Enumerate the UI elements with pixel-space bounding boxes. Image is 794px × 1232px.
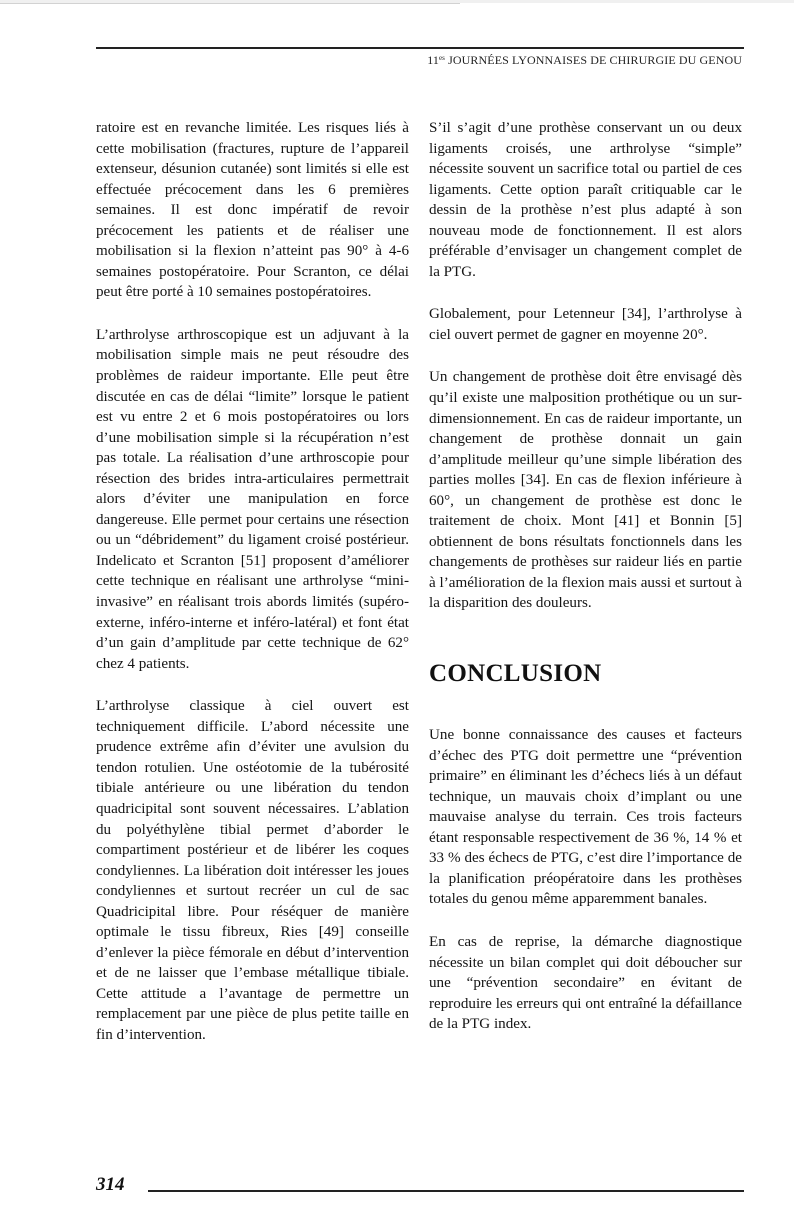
body-paragraph: L’arthrolyse arthroscopique est un adjuvant à la mobilisation simple mais ne peut résoudre des problèmes de raideur importante. Elle peut être discutée en cas de délai “limite” lorsque le patient est vu entre 2 et 6 mois postopératoires ou lors d’une mobilisation simple si la récupération n’est pas totale. La réalisation d’une arthroscopie pour résection des brides intra-articulaires permettrait alors d’éviter une manipulation en force dangereuse. Elle permet pour certains une résection ou un “débridement” du ligament croisé postérieur. Indelicato et Scranton [51] proposent d’améliorer cette technique en réalisant une arthrolyse “mini-invasive” en réalisant trois abords limités (supéro-externe, inféro-interne et inféro-latéral) et font état d’un gain d’amplitude par cette technique de 62° chez 4 patients.	[96, 326, 409, 672]
header-rule	[96, 47, 744, 49]
running-head-number: 11	[427, 53, 439, 67]
conclusion-paragraph: Une bonne connaissance des causes et facteurs d’échec des PTG doit permettre une “prévention primaire” en éliminant les d’échecs liés à un défaut technique, un mauvais choix d’implant ou une mauvaise analyse du terrain. Ces trois facteurs étant responsable respectivement de 36 %, 14 % et 33 % des échecs de PTG, c’est dire l’importance de la planification préopératoire dans les prothèses totales du genou même apparemment banales.	[429, 727, 742, 908]
page-number: 314	[96, 1174, 125, 1195]
body-paragraph: ratoire est en revanche limitée. Les risques liés à cette mobilisation (fractures, rupture de l’appareil extenseur, désunion cutanée) sont limités si elle est effectuée précocement dans les 6 premières semaines. Il est donc impératif de revoir précocement les patients et de réaliser une mobilisation si la flexion n’atteint pas 90° à 4-6 semaines postopératoire. Pour Scranton, ce délai peut être porté à 10 semaines postopératoires.	[96, 120, 409, 301]
section-heading-conclusion: CONCLUSION	[429, 660, 602, 688]
scan-top-line	[0, 3, 460, 4]
running-head	[427, 53, 742, 68]
running-head-title: JOURNÉES LYONNAISES DE CHIRURGIE DU GENOU	[445, 53, 742, 67]
left-column	[96, 118, 409, 1068]
right-column	[429, 118, 742, 1057]
running-head-superscript: es	[438, 54, 445, 62]
body-paragraph: L’arthrolyse classique à ciel ouvert est techniquement difficile. L’abord nécessite une prudence extrême afin d’éviter une avulsion du tendon rotulien. Une ostéotomie de la tubérosité tibiale antérieure ou une libération du tendon quadricipital sont souvent nécessaires. L’ablation du polyéthylène tibial permet d’aborder le compartiment postérieur et de libérer les coques condyliennes. La libération doit intéresser les joues condyliennes et surtout recréer un cul de sac Quadricipital libre. Pour réséquer de manière optimale le tissu fibreux, Ries [49] conseille d’enlever la pièce fémorale en début d’intervention et de ne laisser que l’embase métallique tibiale. Cette attitude a l’avantage de permettre un remplacement par une pièce de plus petite taille en fin d’intervention.	[96, 698, 409, 1043]
conclusion-paragraph: En cas de reprise, la démarche diagnostique nécessite un bilan complet qui doit déboucher sur une “prévention secondaire” en évitant de reproduire les erreurs qui ont entraîné la défaillance de la PTG index.	[429, 933, 742, 1033]
footer-rule	[148, 1190, 744, 1192]
body-paragraph: Globalement, pour Letenneur [34], l’arthrolyse à ciel ouvert permet de gagner en moyenne 20°.	[429, 306, 742, 343]
body-paragraph: Un changement de prothèse doit être envisagé dès qu’il existe une malposition prothétique ou un sur-dimensionnement. En cas de raideur importante, un changement de prothèse donnait un gain d’amplitude meilleur qu’une simple libération des parties molles [34]. En cas de flexion inférieure à 60°, un changement de prothèse est donc le traitement de choix. Mont [41] et Bonnin [5] obtiennent de bons résultats fonctionnels dans les changements de prothèses sur raideur liés en partie à l’amélioration de la flexion mais aussi et surtout à la disparition des douleurs.	[429, 369, 742, 612]
body-paragraph: S’il s’agit d’une prothèse conservant un ou deux ligaments croisés, une arthrolyse “simple” nécessite souvent un sacrifice total ou partiel de ces ligaments. Cette option paraît critiquable car le dessin de la prothèse n’est plus adapté à son nouveau mode de fonctionnement. Il est alors préférable d’envisager un changement complet de la PTG.	[429, 120, 742, 280]
